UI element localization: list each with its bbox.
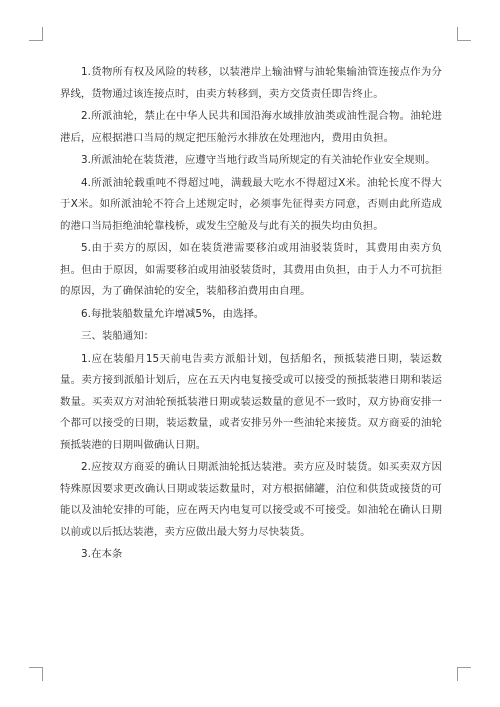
crop-mark-top-left-v xyxy=(42,27,43,41)
clause-2-discharge-rules: 2.所派油轮，禁止在中华人民共和国沿海水域排放油类或油性混合物。油轮进港后，应根据港口当局的规定把压舱污水排放在处理池内，费用由负担。 xyxy=(60,110,442,144)
notice-clause-1: 1.应在装船月15天前电告卖方派船计划，包括船名，预抵装港日期，装运数量。卖方接到派船计划后，应在五天内电复接受或可以接受的预抵装港日期和装运数量。买卖双方对油轮预抵装港日期或装运数量的意见不一致时，双方协商安排一个都可以接受的日期，装运数量，或者安排另外一些油轮来接货。双方商妥的油轮预抵装港的日期叫做确认日期。 xyxy=(60,352,442,451)
document-body xyxy=(60,62,442,566)
clause-3-safety-rules: 3.所派油轮在装货港，应遵守当地行政当局所规定的有关油轮作业安全规则。 xyxy=(81,154,436,166)
notice-clause-2: 2.应按双方商妥的确认日期派油轮抵达装港。卖方应及时装货。如买卖双方因特殊原因要求更改确认日期或装运数量时，对方根据储罐，泊位和供货或接货的可能以及油轮安排的可能，应在两天内电复可以接受或不可接受。如油轮在确认日期以前或以后抵达装港，卖方应做出最大努力尽快装货。 xyxy=(60,461,442,538)
crop-mark-bottom-left-h xyxy=(29,667,43,668)
clause-4-tanker-limits: 4.所派油轮载重吨不得超过吨，满载最大吃水不得超过X米。油轮长度不得大于X米。如所派油轮不符合上述规定时，必须事先征得卖方同意，否则由此所造成的港口当局拒绝油轮靠栈桥，或发生空舱及与此有关的损失均由负担。 xyxy=(60,176,442,232)
section-heading-shipping-notice: 三、装船通知： xyxy=(81,330,155,342)
crop-mark-top-left-h xyxy=(29,40,43,41)
crop-mark-bottom-right-v xyxy=(457,667,458,681)
clause-6-quantity-tolerance: 6.每批装船数量允许增减5%，由选择。 xyxy=(81,307,265,320)
crop-mark-bottom-right-h xyxy=(457,667,471,668)
crop-mark-bottom-left-v xyxy=(42,667,43,681)
clause-1-ownership-risk: 1.货物所有权及风险的转移，以装港岸上输油臂与油轮集输油管连接点作为分界线，货物通过该连接点时，由卖方转移到，卖方交货责任即告终止。 xyxy=(60,66,442,100)
clause-5-shifting-costs: 5.由于卖方的原因，如在装货港需要移泊或用油驳装货时，其费用由卖方负担。但由于原因，如需要移泊或用油驳装货时，其费用由负担，由于人力不可抗拒的原因，为了确保油轮的安全，装船移泊费用由自理。 xyxy=(60,242,442,297)
crop-mark-top-right-h xyxy=(457,40,471,41)
crop-mark-top-right-v xyxy=(457,27,458,41)
notice-clause-3: 3.在本条 xyxy=(81,548,123,560)
